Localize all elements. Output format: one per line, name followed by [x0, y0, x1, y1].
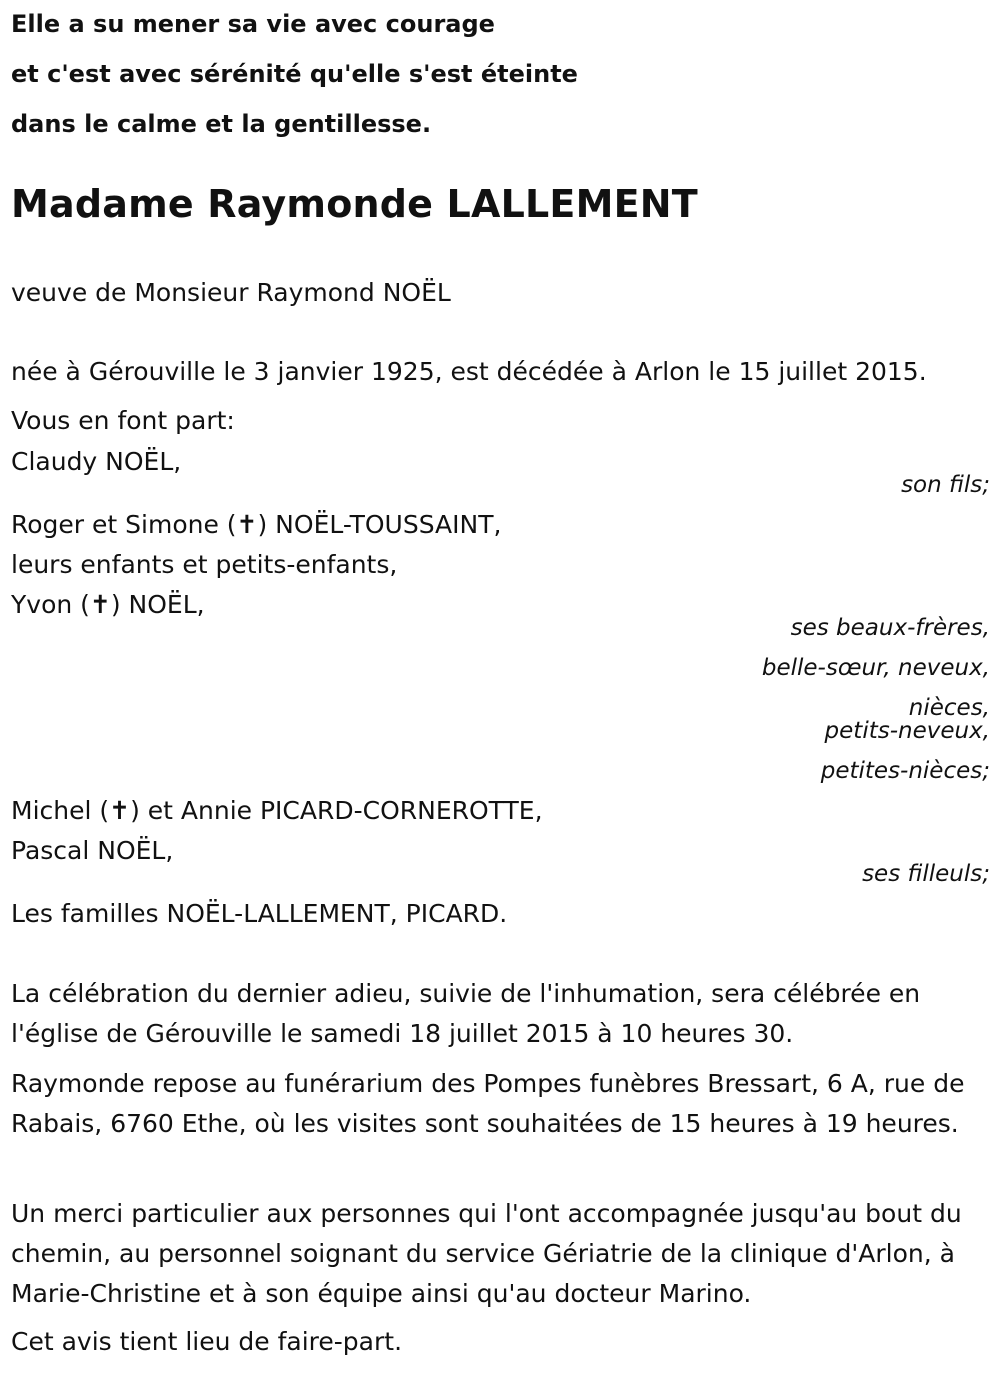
relation-petits-neveux: petits-neveux,: [824, 718, 990, 744]
ceremony-paragraph: La célébration du dernier adieu, suivie de l'inhumation, sera célébrée en l'église de Gérouville le samedi 18 juillet 2015 à 10 heures 30.: [11, 979, 921, 1048]
family-roger: Roger et Simone (✝) NOËL-TOUSSAINT,: [11, 510, 502, 539]
quote-line-2: et c'est avec sérénité qu'elle s'est éteinte: [11, 60, 578, 88]
family-claudy: Claudy NOËL,: [11, 447, 182, 476]
family-enfants: leurs enfants et petits-enfants,: [11, 550, 398, 579]
family-michel: Michel (✝) et Annie PICARD-CORNEROTTE,: [11, 796, 543, 825]
funeral-home-paragraph: Raymonde repose au funérarium des Pompes funèbres Bressart, 6 A, rue de Rabais, 6760 Ethe, où les visites sont souhaitées de 15 heures à 19 heures.: [11, 1069, 965, 1138]
family-pascal: Pascal NOËL,: [11, 836, 174, 865]
family-yvon: Yvon (✝) NOËL,: [11, 590, 205, 619]
relation-beaux-freres: ses beaux-frères,: [790, 615, 990, 641]
deceased-name: Madame Raymonde LALLEMENT: [11, 182, 698, 226]
closing-line: Cet avis tient lieu de faire-part.: [11, 1327, 403, 1356]
thanks-paragraph: Un merci particulier aux personnes qui l'ont accompagnée jusqu'au bout du chemin, au personnel soignant du service Gériatrie de la clinique d'Arlon, à Marie-Christine et à son équipe ainsi qu'au docteur Marino.: [11, 1199, 962, 1308]
relation-petites-nieces: petites-nièces;: [820, 758, 990, 784]
relation-filleuls: ses filleuls;: [862, 861, 990, 887]
relation-nieces: nièces,: [908, 695, 990, 721]
relation-son: son fils;: [901, 472, 990, 498]
family-familles: Les familles NOËL-LALLEMENT, PICARD.: [11, 899, 508, 928]
spouse-line: veuve de Monsieur Raymond NOËL: [11, 278, 451, 307]
relation-belle-soeur: belle-sœur, neveux,: [761, 655, 990, 681]
birth-death-line: née à Gérouville le 3 janvier 1925, est décédée à Arlon le 15 juillet 2015.: [11, 357, 927, 386]
announce-intro: Vous en font part:: [11, 406, 235, 435]
quote-line-3: dans le calme et la gentillesse.: [11, 110, 432, 138]
quote-line-1: Elle a su mener sa vie avec courage: [11, 10, 495, 38]
